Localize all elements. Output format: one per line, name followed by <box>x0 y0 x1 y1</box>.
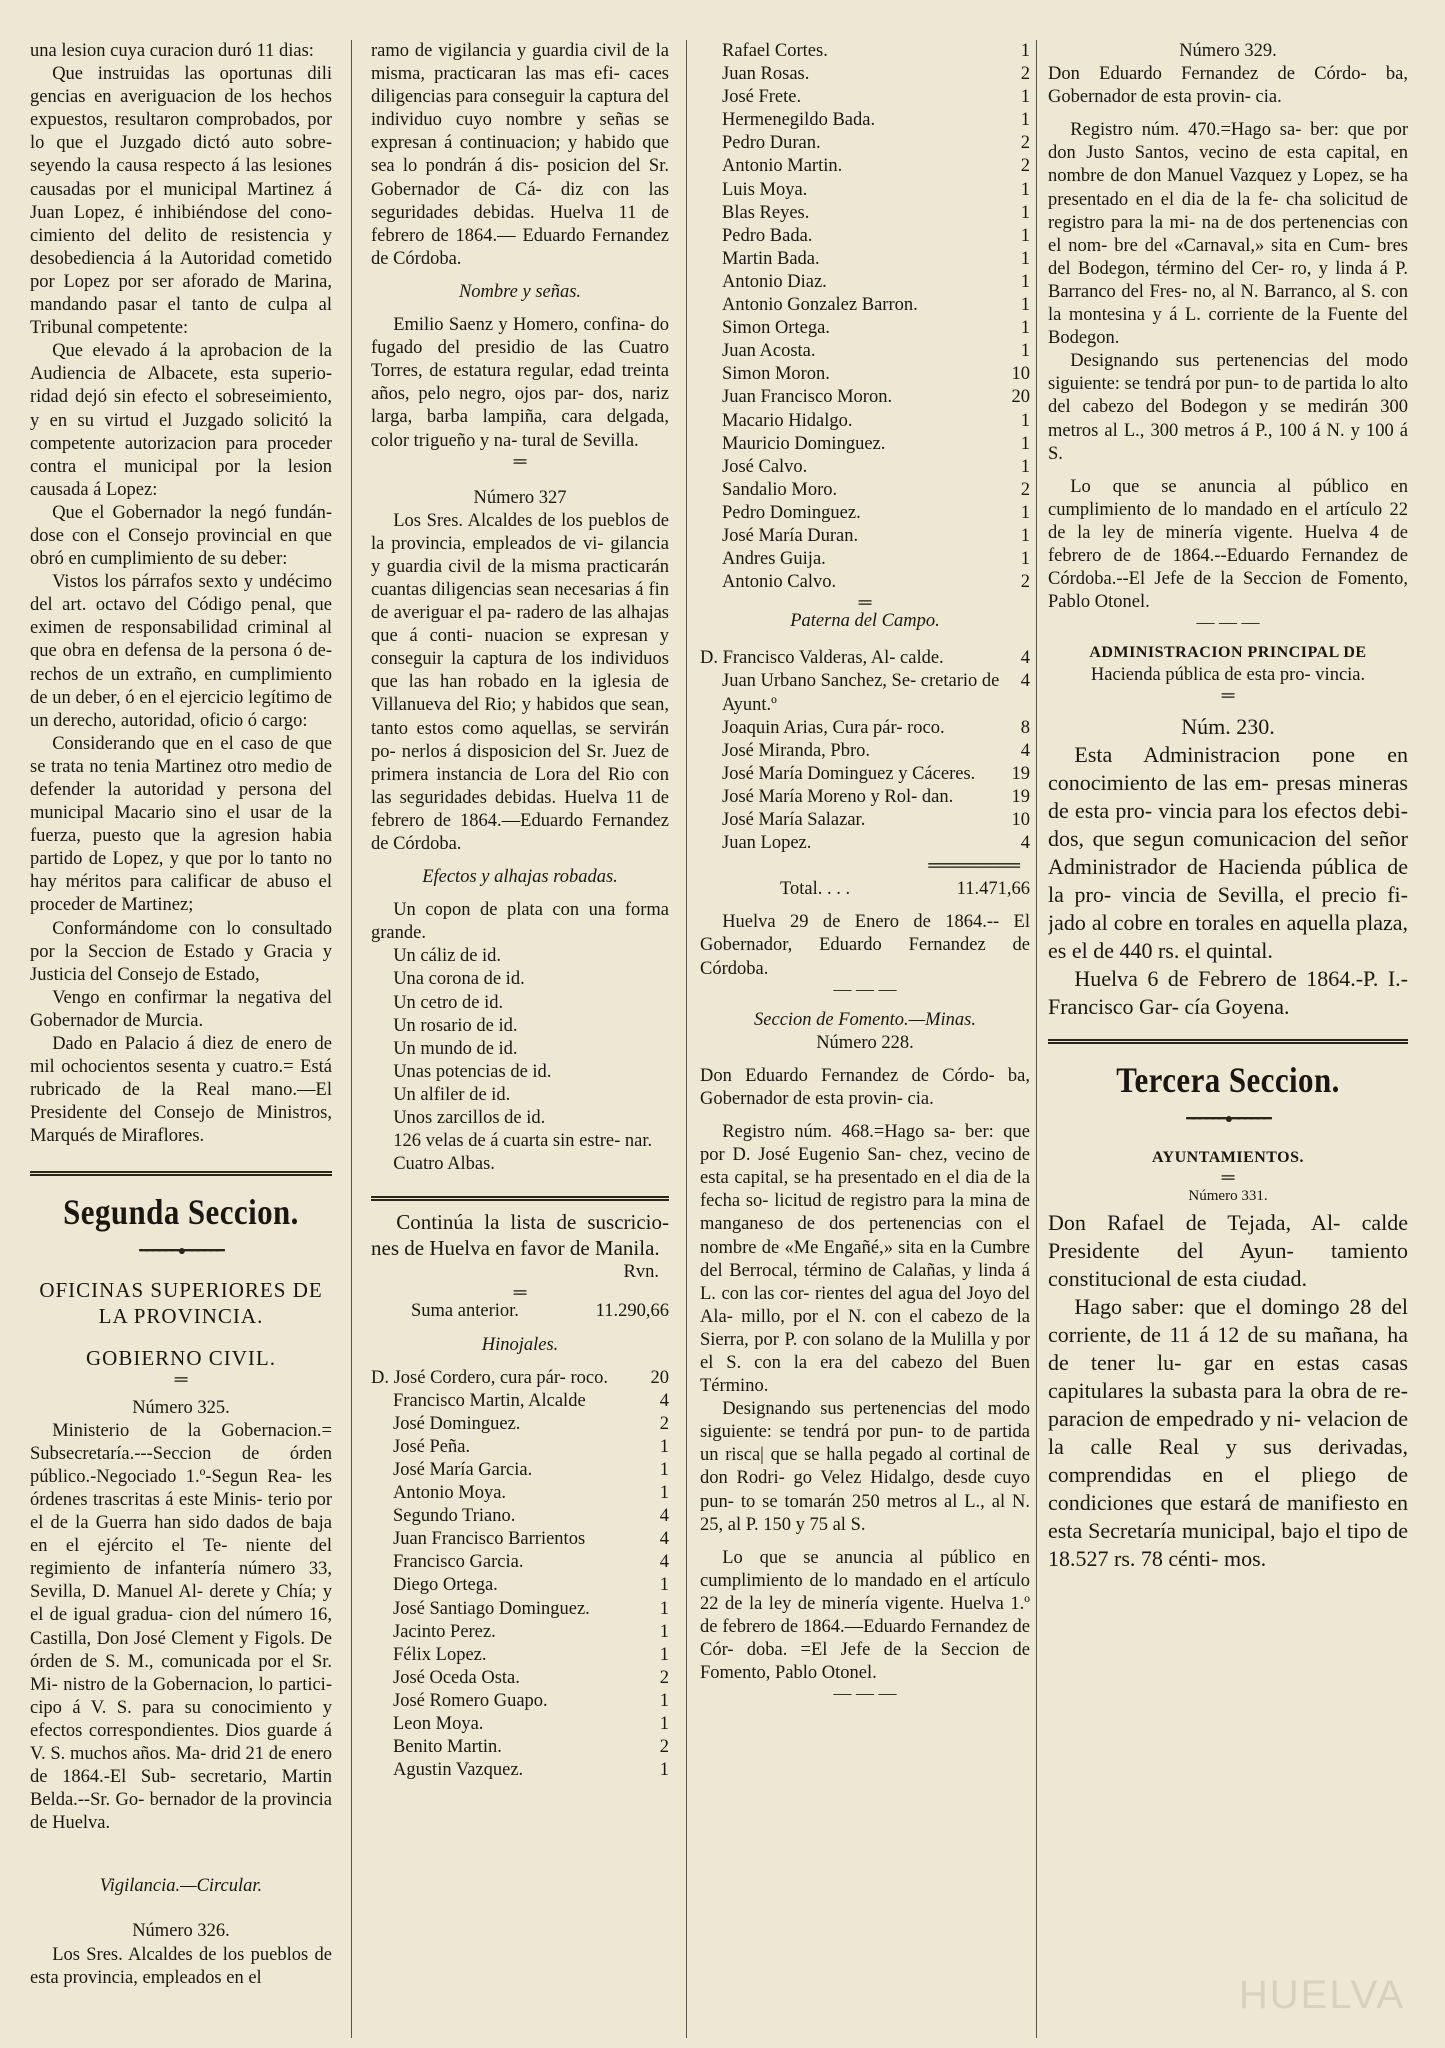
donor-amount: 10 <box>1011 364 1030 385</box>
donor-name: Juan Acosta. <box>722 341 816 362</box>
donor-name: Juan Urbano Sanchez, Se- cretario de Ayunt.º <box>722 671 1000 715</box>
donor-name: Andres Guija. <box>722 549 826 570</box>
donor-name: José María Moreno y Rol- dan. <box>722 786 954 807</box>
total-row <box>700 878 1030 901</box>
table-row <box>700 132 1030 155</box>
paragraph: Lo que se anuncia al público en cumplimiento de lo mandado en el artículo 22 de la ley de minería vigente. Huelva 4 de febrero de de 1864.--Eduardo Fernandez de Córdoba.--El Jefe de la Seccion de Fomento, Pablo Otonel. <box>1048 476 1408 613</box>
donor-name: Antonio Calvo. <box>722 572 837 593</box>
section-title: Segunda Seccion. <box>63 1191 299 1232</box>
donor-amount: 1 <box>1020 225 1030 246</box>
donor-name: Juan Francisco Moron. <box>722 387 893 408</box>
paragraph: Que instruidas las oportunas dili gencias en averiguacion de los hechos expuestos, resultaron comprobados, por lo que el Juzgado dictó auto sobre- seyendo la causa respecto á las lesiones causadas por el municipal Martinez á Juan Lopez, é inhibiéndose del cono- cimiento del delito de resistencia y desobediencia á la Autoridad cometido por Lopez por ser aforado de Marina, mandando pasar el tanto de culpa al Tribunal competente: <box>30 64 332 339</box>
notice-number: Número 325. <box>132 1397 230 1418</box>
donor-amount: 1 <box>1020 41 1030 61</box>
paragraph: Vengo en confirmar la negativa del Gobernador de Murcia. <box>30 987 332 1031</box>
table-row <box>371 1574 669 1597</box>
donor-amount: 1 <box>1020 248 1030 269</box>
donor-name: José María Duran. <box>722 525 859 546</box>
list-item: Un copon de plata con una forma grande. <box>371 900 669 944</box>
paragraph: Registro núm. 468.=Hago sa- ber: que por D. José Eugenio San- chez, vecino de esta capital, se ha presentado en el dia de la fecha so- licitud de registro para la mina de manganeso de dos pertenencias con el nombre de «Me Engañé,» sita en la Cumbre del Berrocal, término de Calañas, y linda á L. con las cor- rientes del agua del Joyo del Ala- millo, por el N. con el cabezo de la Sierra, por P. con solano de la Mulilla y por el S. con la era del cabezo del Buen Término. <box>700 1122 1030 1397</box>
table-row <box>371 1690 669 1713</box>
donor-name: Pedro Duran. <box>722 133 821 154</box>
donor-amount: 1 <box>1020 549 1030 570</box>
donor-amount: 1 <box>659 1436 669 1457</box>
donor-name: Luis Moya. <box>722 179 808 200</box>
list-item: Cuatro Albas. <box>393 1154 495 1175</box>
donor-amount: 4 <box>1020 833 1030 854</box>
donor-name: José Dominguez. <box>393 1413 521 1434</box>
donor-amount: 1 <box>659 1621 669 1642</box>
donor-name: Blas Reyes. <box>722 202 810 223</box>
table-row <box>700 271 1030 294</box>
donor-amount: 20 <box>1011 387 1030 408</box>
donor-name: José Oceda Osta. <box>393 1667 520 1688</box>
column-rule <box>351 40 352 2038</box>
paragraph: Esta Administracion pone en conocimiento de las em- presas mineras de esta pro- vincia para los efectos debi- dos, que segun comunicacion del señor Administrador de Hacienda pública de la pro- vincia de Sevilla, el precio fi- jado al cobre en torales en aquella plaza, es el de 440 rs. el quintal. <box>1048 742 1408 964</box>
paragraph: Don Rafael de Tejada, Al- calde Presidente del Ayun- tamiento constitucional de esta ciudad. <box>1048 1209 1408 1291</box>
column-1 <box>30 40 332 2040</box>
paragraph: Los Sres. Alcaldes de los pueblos de esta provincia, empleados en el <box>30 1944 332 1988</box>
table-row <box>700 294 1030 317</box>
table-row <box>371 1528 669 1551</box>
column-3 <box>700 40 1030 2040</box>
paragraph: Ministerio de la Gobernacion.= Subsecretaría.---Seccion de órden público.-Negociado 1.º-Segun Rea- les órdenes trascritas á este Minis- terio por el de la Guerra han sido dados de baja en el ejército el Te- niente del regimiento de infantería número 33, Sevilla, D. Manuel Al- derete y Chía; y el de igual gradua- cion del número 16, Castilla, Don José Clement y Figols. De órden de S. M., comunicada por el Sr. Mi- nistro de la Gobernacion, lo partici- cipo á V. S. para su conocimiento y efectos correspondientes. Dios guarde á V. S. muchos años. Ma- drid 21 de enero de 1864.-El Sub- secretario, Martin Belda.--Sr. Go- bernador de la provincia de Huelva. <box>30 1420 332 1834</box>
paragraph: ramo de vigilancia y guardia civil de la misma, practicaran las mas efi- caces diligencias para conseguir la captura del individuo cuyo nombre y señas se expresan á continuacion; y habido que sea lo pondrán á dis- posicion del Sr. Gobernador de Cá- diz con las seguridades debidas. Huelva 11 de febrero de 1864.— Eduardo Fernandez de Córdoba. <box>371 41 669 269</box>
donor-amount: 1 <box>1020 179 1030 200</box>
divider <box>30 1171 332 1176</box>
table-row <box>700 109 1030 132</box>
section-title: Tercera Seccion. <box>1116 1060 1340 1101</box>
donor-name: José Peña. <box>393 1436 471 1457</box>
donor-name: Antonio Gonzalez Barron. <box>722 295 918 316</box>
donor-amount: 1 <box>1020 341 1030 362</box>
donor-amount: 4 <box>659 1390 669 1411</box>
donor-name: D. Francisco Valderas, Al- calde. <box>700 648 944 669</box>
donor-amount: 19 <box>1011 763 1030 784</box>
donor-name: Francisco Martin, Alcalde <box>393 1390 586 1411</box>
ornament: ━━━━━━●━━━━━━ <box>139 1243 223 1259</box>
table-row <box>700 433 1030 456</box>
subheading: Efectos y alhajas robadas. <box>422 867 618 888</box>
list-item: Un cáliz de id. <box>393 946 502 967</box>
table-row <box>700 40 1030 63</box>
table-row <box>371 1644 669 1667</box>
ayuntamientos-title: AYUNTAMIENTOS. <box>1151 1149 1305 1167</box>
donor-amount: 4 <box>659 1552 669 1573</box>
donor-amount: 1 <box>1020 202 1030 223</box>
paragraph: Conformándome con lo consultado por la Seccion de Estado y Gracia y Justicia del Consejo de Estado, <box>30 918 332 985</box>
divider: ═ <box>1221 685 1235 706</box>
divider: ═ <box>513 1282 527 1303</box>
table-row <box>700 386 1030 409</box>
table-row <box>700 717 1030 740</box>
donor-amount: 2 <box>659 1413 669 1434</box>
list-item: Una corona de id. <box>393 969 525 990</box>
paragraph: Registro núm. 470.=Hago sa- ber: que por don Justo Santos, vecino de esta capital, en nombre de don Manuel Vazquez y Lopez, se ha presentado en el dia de la fe- cha solicitud de registro para la mi- na de dos pertenencias con el nom- bre del «Carnaval,» sita en Cum- bres del Bodegon, término del Cer- ro, y linda á P. Barranco del Fres- no, al N. Barranco, al S. con la montesina y á L. corriente de la Fuente del Bodegon. <box>1048 120 1408 349</box>
donor-name: José Santiago Dominguez. <box>393 1598 590 1619</box>
suma-label: Suma anterior. <box>411 1301 519 1322</box>
donor-name: José Frete. <box>722 87 802 108</box>
donor-amount: 1 <box>1020 318 1030 339</box>
table-row <box>700 525 1030 548</box>
subheading: Paterna del Campo. <box>790 611 940 632</box>
donor-name: Francisco Garcia. <box>393 1552 524 1573</box>
column-2 <box>371 40 669 2040</box>
notice-number: Número 329. <box>1179 41 1277 61</box>
notice-number: Número 228. <box>816 1032 914 1053</box>
donor-amount: 1 <box>1020 87 1030 108</box>
donor-amount: 2 <box>1020 133 1030 154</box>
donor-amount: 1 <box>659 1598 669 1619</box>
table-row <box>371 1367 669 1390</box>
donor-amount: 4 <box>659 1506 669 1527</box>
donor-name: José Miranda, Pbro. <box>722 740 870 761</box>
table-row <box>371 1667 669 1690</box>
donor-amount: 1 <box>659 1459 669 1480</box>
donor-amount: 2 <box>659 1737 669 1758</box>
table-row <box>371 1713 669 1736</box>
donor-name: José Romero Guapo. <box>393 1690 548 1711</box>
table-row <box>700 571 1030 594</box>
table-row <box>371 1551 669 1574</box>
divider: ═ <box>858 592 872 613</box>
donor-name: Antonio Moya. <box>393 1483 507 1504</box>
donor-list <box>700 40 1030 594</box>
paragraph: Los Sres. Alcaldes de los pueblos de la provincia, empleados de vi- gilancia y guardia civil de la misma practicarán cuantas diligencias sean necesarias á fin de averiguar el pa- radero de las alhajas que á conti- nuacion se expresan y conseguir la captura de los individuos que las han robado en la iglesia de Villanueva del Rio; y habidos que sean, tanto estos como aquellas, se servirán po- nerlos á disposicion del Sr. Juez de primera instancia de Lora del Rio con las seguridades debidas. Huelva 11 de febrero de 1864.—Eduardo Fernandez de Córdoba. <box>371 510 669 854</box>
divider: ═ <box>174 1368 188 1389</box>
admin-title: ADMINISTRACION PRINCIPAL DE <box>1089 644 1367 662</box>
donor-name: Félix Lopez. <box>393 1644 487 1665</box>
donor-amount: 2 <box>1020 572 1030 593</box>
suma-value: 11.290,66 <box>595 1301 669 1322</box>
donor-amount: 2 <box>1020 479 1030 500</box>
list-item: 126 velas de á cuarta sin estre- nar. <box>393 1131 653 1152</box>
donor-name: José María Dominguez y Cáceres. <box>722 763 976 784</box>
donor-amount: 1 <box>1020 295 1030 316</box>
donor-amount: 2 <box>1020 64 1030 85</box>
donor-amount: 1 <box>659 1760 669 1781</box>
paragraph: Huelva 6 de Febrero de 1864.-P. I.-Francisco Gar- cía Goyena. <box>1048 966 1408 1020</box>
total-label: Total. . . . <box>780 879 851 900</box>
admin-subtitle: Hacienda pública de esta pro- vincia. <box>1090 665 1366 686</box>
column-rule <box>1036 40 1037 2038</box>
donor-amount: 1 <box>659 1714 669 1734</box>
donor-name: Simon Ortega. <box>722 318 830 339</box>
table-row <box>700 155 1030 178</box>
list-item: Un alfiler de id. <box>393 1084 511 1105</box>
table-row <box>700 456 1030 479</box>
donor-amount: 8 <box>1020 717 1030 738</box>
table-row <box>371 1621 669 1644</box>
currency-label: Rvn. <box>623 1262 659 1283</box>
paragraph: Considerando que en el caso de que se trata no tenia Martinez otro medio de defender la autoridad y persona del municipal Macario sino el usar de la fuerza, puesto que la agresion habia partido de Lopez, y que por lo tanto no hay méritos para calificar de abuso el proceder de Martinez; <box>30 733 332 916</box>
donor-name: Agustin Vazquez. <box>393 1760 524 1781</box>
paragraph: Lo que se anuncia al público en cumplimiento de lo mandado en el artículo 22 de la ley de minería vigente. Huelva 1.º de febrero de 1864.—Eduardo Fernandez de Cór- doba. =El Jefe de la Seccion de Fomento, Pablo Otonel. <box>700 1547 1030 1684</box>
divider <box>371 1196 669 1201</box>
table-row <box>371 1413 669 1436</box>
donor-name: José María Salazar. <box>722 810 866 830</box>
table-row <box>700 809 1030 832</box>
donor-name: José María Garcia. <box>393 1459 533 1480</box>
table-row <box>700 786 1030 809</box>
paragraph: Emilio Saenz y Homero, confina- do fugado del presidio de las Cuatro Torres, de estatura regular, edad treinta años, pelo negro, ojos par- dos, nariz larga, barba lampiña, cara delgada, color trigueño y na- tural de Sevilla. <box>371 315 669 451</box>
list-item: Un rosario de id. <box>393 1015 518 1036</box>
donor-name: José Calvo. <box>722 456 808 477</box>
donor-amount: 1 <box>659 1483 669 1504</box>
table-row <box>700 502 1030 525</box>
divider <box>1048 1039 1408 1044</box>
donor-amount: 1 <box>1020 456 1030 477</box>
donor-amount: 1 <box>1020 410 1030 431</box>
donor-amount: 1 <box>659 1575 669 1596</box>
watermark: HUELVA <box>1238 1973 1405 2017</box>
table-row <box>371 1300 669 1323</box>
donor-name: Leon Moya. <box>393 1714 484 1734</box>
ornament: ━━━━━━●━━━━━━ <box>1186 1112 1270 1128</box>
table-row <box>371 1482 669 1505</box>
table-row <box>700 763 1030 786</box>
donor-name: Juan Rosas. <box>722 64 810 85</box>
donor-name: Juan Lopez. <box>722 833 812 854</box>
table-row <box>371 1736 669 1759</box>
paragraph: Don Eduardo Fernandez de Córdo- ba, Gobernador de esta provin- cia. <box>1048 64 1408 108</box>
donor-name: Hermenegildo Bada. <box>722 110 876 131</box>
donor-amount: 2 <box>1020 156 1030 177</box>
table-row <box>700 202 1030 225</box>
table-row <box>700 548 1030 571</box>
column-4 <box>1048 40 1408 2040</box>
gobierno-title: GOBIERNO CIVIL. <box>86 1345 276 1370</box>
donor-name: Simon Moron. <box>722 364 830 385</box>
table-row <box>371 1598 669 1621</box>
table-row <box>700 363 1030 386</box>
donor-amount: 20 <box>650 1367 669 1388</box>
table-row <box>700 832 1030 855</box>
subheading: Vigilancia.—Circular. <box>99 1876 263 1897</box>
list-item: Unos zarcillos de id. <box>393 1108 546 1129</box>
divider: ═ <box>1221 1167 1235 1188</box>
paragraph: Designando sus pertenencias del modo siguiente: se tendrá por pun- to de partida lo alto del cabezo del Bodegon y se medirán 300 metros al L., 300 metros á P., 100 á N. y 100 á S. <box>1048 351 1408 464</box>
list-item: Un cetro de id. <box>393 992 504 1013</box>
total-value: 11.471,66 <box>956 879 1030 900</box>
donor-name: Benito Martin. <box>393 1737 502 1758</box>
donor-name: Pedro Dominguez. <box>722 502 861 523</box>
paragraph: Continúa la lista de suscricio- nes de Huelva en favor de Manila. <box>371 1210 669 1261</box>
paragraph: Hago saber: que el domingo 28 del corriente, de 11 á 12 de su mañana, ha de tener lu- gar en estas casas capitulares la subasta para la obra de re- paracion de empedrado y ni- velacion de la calle Real y sus derivadas, comprendidas en el pliego de condiciones que estará de manifiesto en esta Secretaría municipal, bajo el tipo de 18.527 rs. 78 cénti- mos. <box>1048 1293 1408 1571</box>
donor-name: Antonio Diaz. <box>722 271 827 292</box>
divider: — — — <box>833 978 897 999</box>
table-row <box>700 248 1030 271</box>
table-row <box>700 63 1030 86</box>
table-row <box>700 317 1030 340</box>
list-item: Un mundo de id. <box>393 1038 518 1059</box>
donor-amount: 19 <box>1011 786 1030 807</box>
donor-name: Antonio Martin. <box>722 156 843 177</box>
column-rule <box>686 40 687 2038</box>
subheading: Nombre y señas. <box>458 281 582 302</box>
paragraph: Designando sus pertenencias del modo siguiente: se tendrá por pun- to de partida un risca| que se halla pegado al cortinal de don Rodri- go Velez Hidalgo, desde cuyo pun- to se tomarán 250 metros al L., al N. 25, al P. 150 y 75 al S. <box>700 1399 1030 1535</box>
donor-amount: 1 <box>1020 433 1030 454</box>
table-row <box>371 1505 669 1528</box>
offices-title: OFICINAS SUPERIORES DE LA PROVINCIA. <box>39 1277 323 1328</box>
table-row <box>700 86 1030 109</box>
donor-amount: 4 <box>1020 740 1030 761</box>
notice-number: Número 326. <box>132 1921 230 1942</box>
donor-amount: 1 <box>1020 525 1030 546</box>
table-row <box>700 179 1030 202</box>
donor-amount: 1 <box>1020 110 1030 131</box>
paragraph: una lesion cuya curacion duró 11 dias: <box>30 41 314 61</box>
donor-name: Pedro Bada. <box>722 225 813 246</box>
donor-name: Diego Ortega. <box>393 1575 498 1596</box>
table-row <box>371 1759 669 1782</box>
table-row <box>371 1436 669 1459</box>
donor-amount: 4 <box>659 1529 669 1550</box>
table-row <box>700 740 1030 763</box>
table-row <box>700 670 1030 716</box>
divider: ═ <box>513 450 527 471</box>
subheading: Hinojales. <box>481 1334 559 1355</box>
table-row <box>371 1459 669 1482</box>
donor-name: Mauricio Dominguez. <box>722 433 886 454</box>
donor-name: Segundo Triano. <box>393 1506 516 1527</box>
paragraph: Que elevado á la aprobacion de la Audiencia de Albacete, esta superio- ridad dejó sin efecto el sobreseimiento, y en su virtud el Juzgado solicitó la competente autorizacion para proceder contra el municipal por la lesion causada á Lopez: <box>30 341 332 500</box>
donor-amount: 4 <box>1020 648 1030 669</box>
table-row <box>700 340 1030 363</box>
notice-number: Número 331. <box>1188 1188 1268 1205</box>
donor-name: Juan Francisco Barrientos <box>393 1529 586 1550</box>
donor-name: Joaquin Arias, Cura pár- roco. <box>722 717 945 738</box>
table-row <box>700 479 1030 502</box>
donor-name: Martin Bada. <box>722 248 820 269</box>
donor-amount: 1 <box>1020 502 1030 523</box>
notice-number: Núm. 230. <box>1181 714 1275 740</box>
donor-amount: 4 <box>1020 671 1030 692</box>
donor-amount: 10 <box>1011 810 1030 830</box>
notice-number: Número 327 <box>473 487 567 508</box>
paragraph: Huelva 29 de Enero de 1864.-- El Gobernador, Eduardo Fernandez de Córdoba. <box>700 912 1030 979</box>
donor-amount: 2 <box>659 1667 669 1688</box>
list-item: Unas potencias de id. <box>393 1061 552 1082</box>
table-row <box>371 1390 669 1413</box>
donor-name: Sandalio Moro. <box>722 479 838 500</box>
donor-amount: 1 <box>659 1644 669 1665</box>
table-row <box>700 647 1030 670</box>
table-row <box>700 225 1030 248</box>
paragraph: Vistos los párrafos sexto y undécimo del art. octavo del Código penal, que eximen de responsabilidad criminal al que obra en defensa de la persona ó de- rechos de un extraño, en cumplimiento de un deber, ó en el ejercicio legítimo de un derecho, autoridad, oficio ó cargo: <box>30 572 332 731</box>
donor-name: Macario Hidalgo. <box>722 410 853 431</box>
subheading: Seccion de Fomento.—Minas. <box>754 1009 976 1030</box>
donor-amount: 1 <box>1020 271 1030 292</box>
paragraph: Dado en Palacio á diez de enero de mil ochocientos sesenta y cuatro.= Está rubricado de la Real mano.—El Presidente del Consejo de Ministros, Marqués de Miraflores. <box>30 1034 332 1147</box>
donor-name: Rafael Cortes. <box>722 41 828 61</box>
paragraph: Don Eduardo Fernandez de Córdo- ba, Gobernador de esta provin- cia. <box>700 1065 1030 1109</box>
divider: — — — <box>833 1683 897 1704</box>
donor-name: D. José Cordero, cura pár- roco. <box>371 1367 608 1388</box>
table-row <box>700 410 1030 433</box>
donor-list <box>700 647 1030 855</box>
paragraph: Que el Gobernador la negó fundán- dose con el Consejo provincial en que obró en cumplimiento de su deber: <box>30 502 332 570</box>
donor-name: Jacinto Perez. <box>393 1621 496 1642</box>
divider: — — — <box>1196 612 1260 633</box>
donor-list <box>371 1390 669 1783</box>
donor-amount: 1 <box>659 1690 669 1711</box>
divider: ═══════ <box>928 856 1020 877</box>
